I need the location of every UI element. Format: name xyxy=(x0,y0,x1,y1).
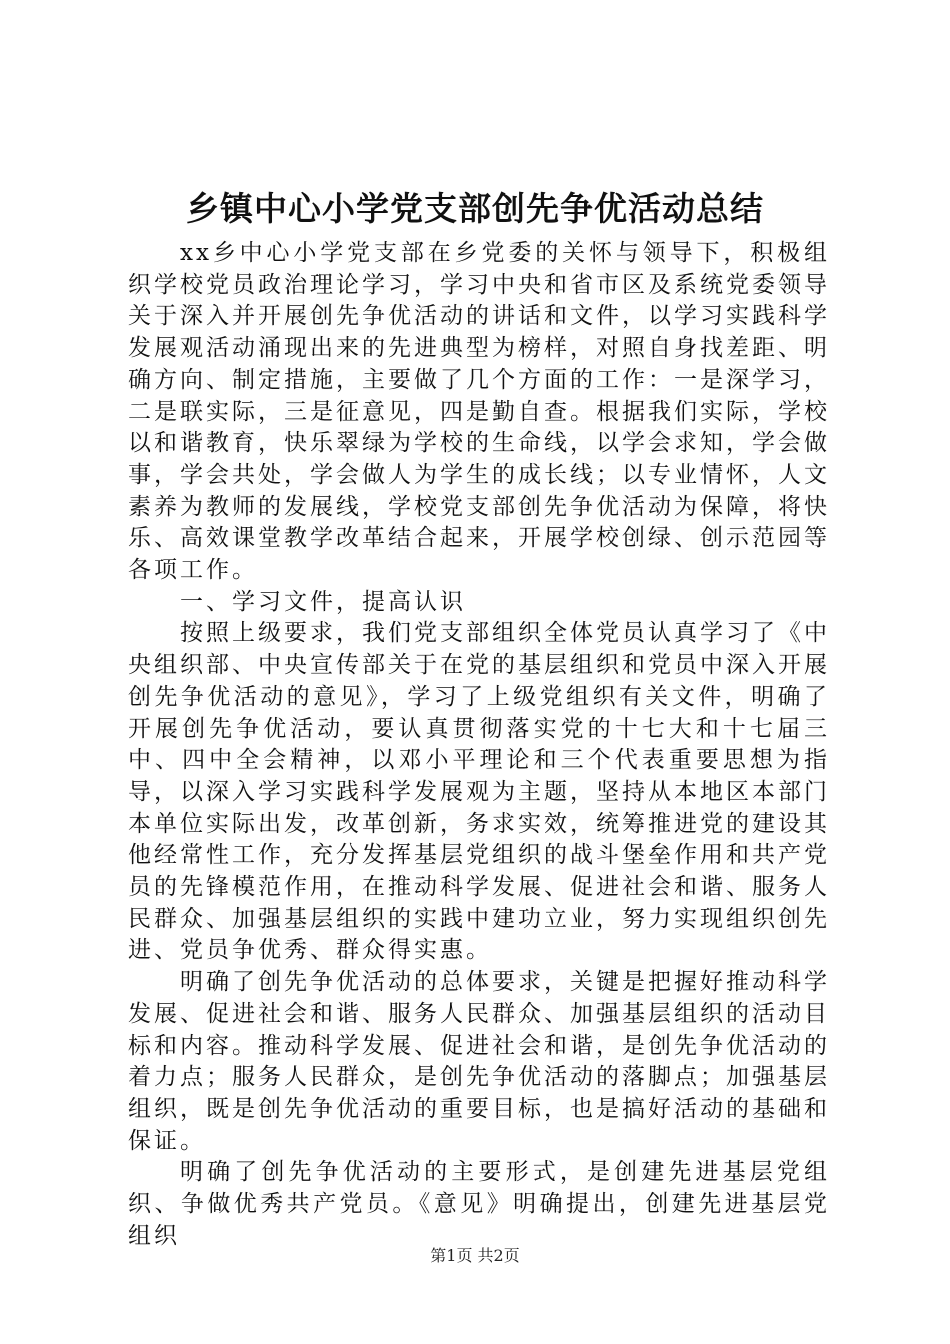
paragraph-study: 按照上级要求，我们党支部组织全体党员认真学习了《中央组织部、中央宣传部关于在党的基层组织和党员中深入开展创先争优活动的意见》，学习了上级党组织有关文件，明确了开展创先争优活动，要认真贯彻落实党的十七大和十七届三中、四中全会精神，以邓小平理论和三个代表重要思想为指导，以深入学习实践科学发展观为主题，坚持从本地区本部门本单位实际出发，改革创新，务求实效，统筹推进党的建设其他经常性工作，充分发挥基层党组织的战斗堡垒作用和共产党员的先锋模范作用，在推动科学发展、促进社会和谐、服务人民群众、加强基层组织的实践中建功立业，努力实现组织创先进、党员争优秀、群众得实惠。 xyxy=(128,620,830,964)
document-body xyxy=(128,238,830,1253)
paragraph-forms: 明确了创先争优活动的主要形式，是创建先进基层党组织、争做优秀共产党员。《意见》明确提出，创建先进基层党组织 xyxy=(128,1159,830,1249)
page-number-footer: 第1页 共2页 xyxy=(430,1246,520,1265)
paragraph-requirements: 明确了创先争优活动的总体要求，关键是把握好推动科学发展、促进社会和谐、服务人民群众、加强基层组织的活动目标和内容。推动科学发展、促进社会和谐，是创先争优活动的着力点；服务人民群众，是创先争优活动的落脚点；加强基层组织，既是创先争优活动的重要目标，也是搞好活动的基础和保证。 xyxy=(128,969,830,1154)
section-heading-1: 一、学习文件，提高认识 xyxy=(180,588,466,615)
document-title: 乡镇中心小学党支部创先争优活动总结 xyxy=(186,189,764,228)
paragraph-intro: xx乡中心小学党支部在乡党委的关怀与领导下，积极组织学校党员政治理论学习，学习中央和省市区及系统党委领导关于深入并开展创先争优活动的讲话和文件，以学习实践科学发展观活动涌现出来的先进典型为榜样，对照自身找差距、明确方向、制定措施，主要做了几个方面的工作：一是深学习，二是联实际，三是征意见，四是勤自查。根据我们实际，学校以和谐教育，快乐翠绿为学校的生命线，以学会求知，学会做事，学会共处，学会做人为学生的成长线；以专业情怀，人文素养为教师的发展线，学校党支部创先争优活动为保障，将快乐、高效课堂教学改革结合起来，开展学校创绿、创示范园等各项工作。 xyxy=(128,240,830,584)
